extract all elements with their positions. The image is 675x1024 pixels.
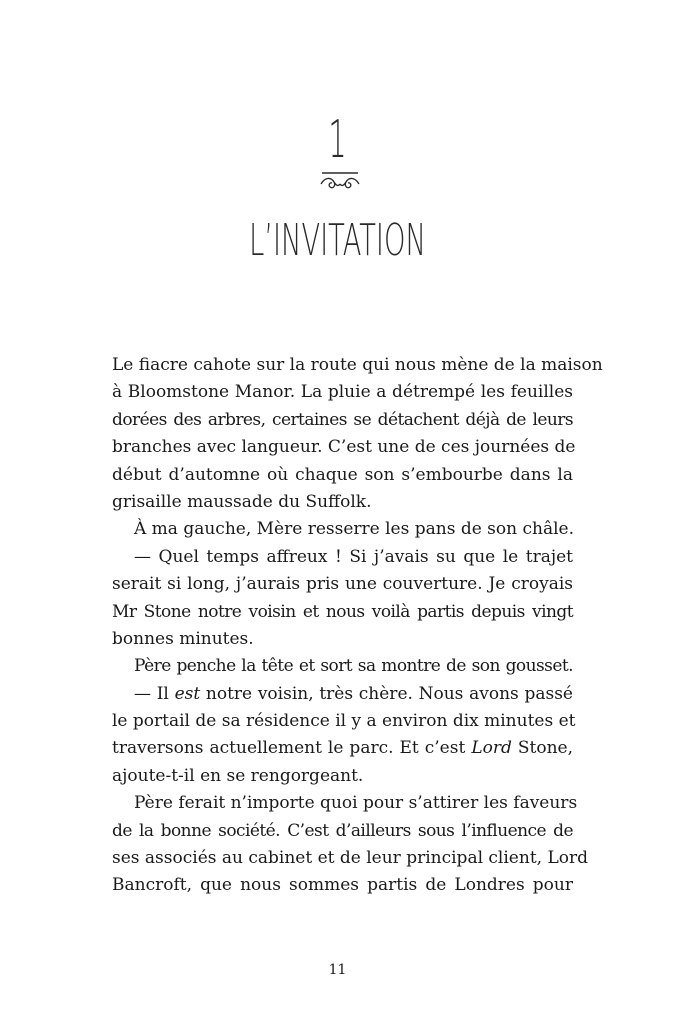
- text-line: Père ferait n’importe quoi pour s’attirer les faveurs: [134, 793, 578, 814]
- swirl-ornament-icon: [317, 170, 363, 192]
- chapter-number: 1: [328, 110, 347, 170]
- text-line: Le fiacre cahote sur la route qui nous mène de la maison: [112, 355, 603, 375]
- text-line: à Bloomstone Manor. La pluie a détrempé les feuilles: [112, 382, 573, 403]
- text-line: — Quel temps affreux ! Si j’avais su que le trajet: [134, 546, 573, 567]
- text-line: début d’automne où chaque son s’embourbe dans la: [112, 464, 573, 485]
- text-line: Mr Stone notre voisin et nous voilà partis depuis vingt: [112, 601, 573, 622]
- text-line: de la bonne société. C’est d’ailleurs sous l’influence de: [112, 820, 573, 841]
- text-line: grisaille maussade du Suffolk.: [112, 491, 372, 512]
- text-line: bonnes minutes.: [112, 628, 254, 649]
- text-line: ses associés au cabinet et de leur principal client, Lord: [112, 848, 588, 869]
- text-line: dorées des arbres, certaines se détachent déjà de leurs: [112, 409, 573, 430]
- text-line: branches avec langueur. C’est une de ces journées de: [112, 437, 576, 458]
- text-line: le portail de sa résidence il y a environ dix minutes et: [112, 711, 576, 732]
- text-line: À ma gauche, Mère resserre les pans de son châle.: [134, 519, 574, 540]
- chapter-title: L’INVITATION: [249, 215, 426, 266]
- chapter-body: [112, 352, 603, 900]
- text-line: traversons actuellement le parc. Et c’est Lord Stone,: [112, 738, 573, 759]
- text-line: Père penche la tête et sort sa montre de son gousset.: [134, 656, 573, 677]
- page-number: 11: [328, 962, 347, 978]
- text-line: Bancroft, que nous sommes partis de Londres pour: [112, 875, 573, 896]
- emphasis: Lord: [471, 738, 512, 759]
- text-line: serait si long, j’aurais pris une couverture. Je croyais: [112, 574, 573, 595]
- text-line: ajoute-t-il en se rengorgeant.: [112, 765, 364, 786]
- text-line: — Il est notre voisin, très chère. Nous avons passé: [134, 683, 573, 704]
- emphasis: est: [174, 683, 201, 704]
